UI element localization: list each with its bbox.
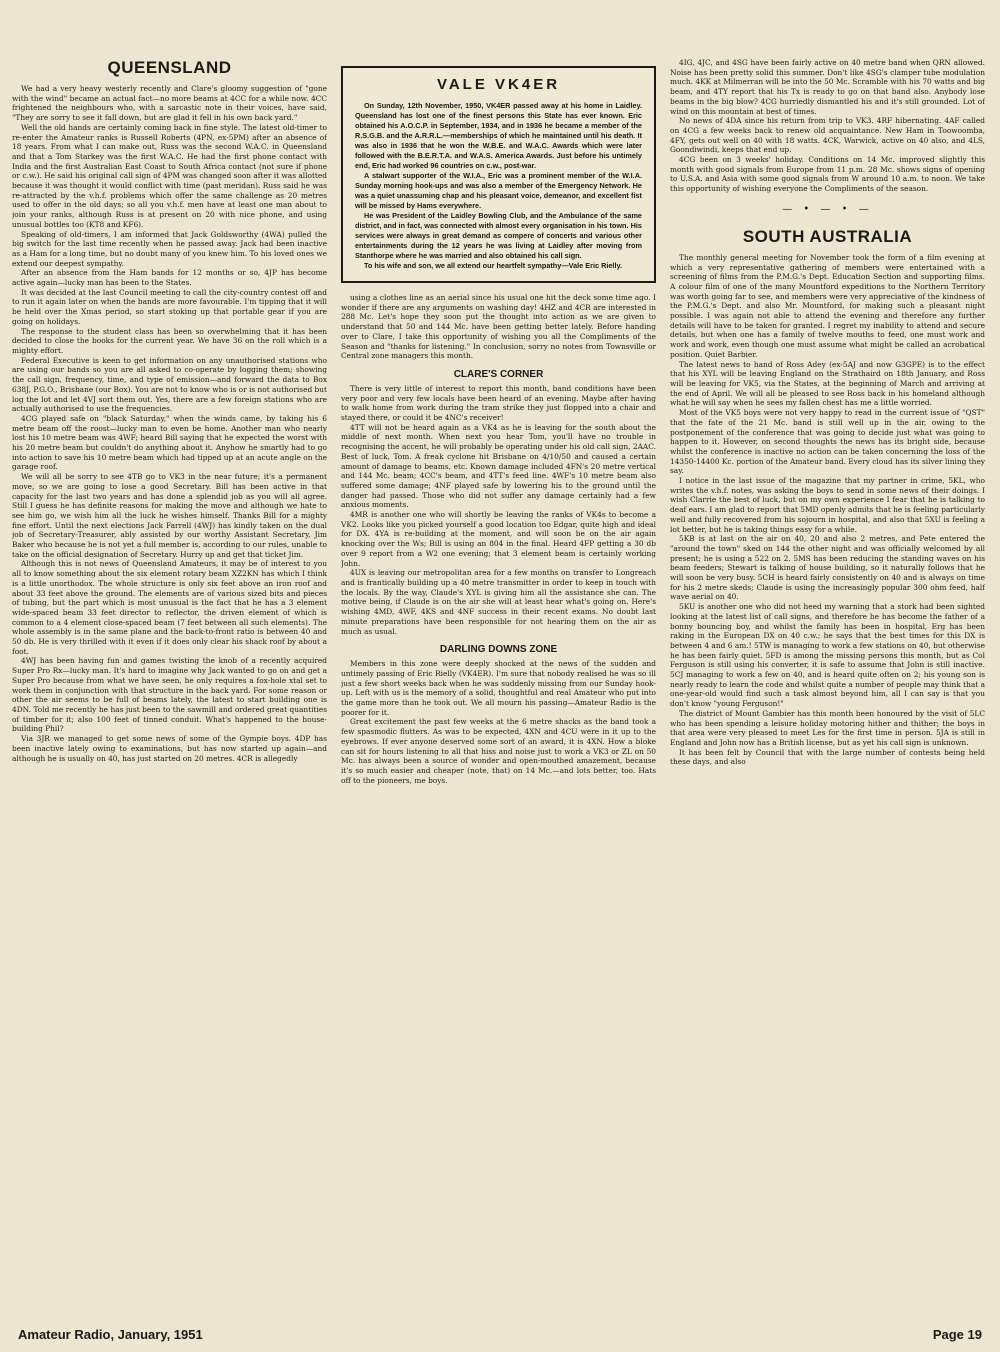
- paragraph: using a clothes line as an aerial since his usual one hit the deck some time ago. I wonder if there are any arguments on washing day! 4HZ and 4CR are interested in 288 Mc. Let's hope they soon put the thought into action as we are given to understand that 50 and 144 Mc. have been getting better lately. Before handing over to Clare, I take this opportunity of wishing you all the Compliments of the Season and "thanks for listening." In conclusion, sorry no notes from Townsville or Central zone managers this month.: [341, 293, 656, 361]
- paragraph: A stalwart supporter of the W.I.A., Eric was a prominent member of the W.I.A. Sunday morning hook-ups and was also a member of the Emergency Network. He was a quiet unassuming chap and his pleasant voice, demeanor, and excellent fist will be missed by Hams everywhere.: [355, 171, 642, 210]
- queensland-continued: [341, 293, 656, 361]
- paragraph: The district of Mount Gambier has this month been honoured by the visit of 5LC who has been spending a leisure holiday motoring hither and thither; the boys in that area were very pleased to meet Les for the first time in person. 5JA is still in England and John now has a British license, but as yet his call sign is unknown.: [670, 708, 985, 747]
- footer-publication: Amateur Radio, January, 1951: [18, 1327, 203, 1342]
- vale-body: [355, 101, 642, 271]
- clares-corner-body: [341, 384, 656, 636]
- section-heading-darling-downs: DARLING DOWNS ZONE: [439, 644, 558, 656]
- paragraph: After an absence from the Ham bands for 12 months or so, 4JP has become active again—lucky man has been to the States.: [12, 268, 327, 288]
- south-australia-body: [670, 253, 985, 767]
- darling-downs-body: [341, 659, 656, 785]
- paragraph: 4CG played safe on "black Saturday," when the winds came, by taking his 6 metre beam off the roost—lucky man to even be home. Another man who nearly lost his 10 metre beam was 4WF; heard Bill saying that he expected the worst with his 20 metre beam but couldn't do anything about it. Anyhow he smartly had to go into action to save his 10 metre beam which had tipped up at an acute angle on the garage roof.: [12, 413, 327, 472]
- paragraph: Via 3JR we managed to get some news of some of the Gympie boys. 4DP has been inactive lately owing to examinations, but has now started up again—and although he is usually on 40, has just started on 20 metres. 4CR is allegedly: [12, 734, 327, 763]
- paragraph: Well the old hands are certainly coming back in fine style. The latest old-timer to re-enter the Amateur ranks is Russell Roberts (4PN, ex-5PM) after an absence of 18 years. From what I can make out, Russ was the second W.A.C. in Queensland and that a Tom Starkey was the first W.A.C. He had the first phone contact with India and the first Australian East Coast to South Africa contact (not sure if phone or c.w.). He said his original call sign of 4PM was changed soon after it was allotted because it was thought it would conflict with time (past meridan). Russ said he was re-attracted by the v.h.f. problems which offer the same challenge as 20 metres used to offer in the old days; so all you v.h.f. men have at least one man about to join your ranks, although Russ is at present on 20 with nice phone, and using unusual bottles too (KT8 and KF6).: [12, 122, 327, 229]
- paragraph: 4WJ has been having fun and games twisting the knob of a recently acquired Super Pro Rx—lucky man. It's hard to imagine why Jack wanted to go on and get a Super Pro because from what we have seen, he only requires a fox-hole xtal set to work them in conjunction with that structure in the back yard. For some reason or other the air seems to be full of beams lately, the latest to start building one is 4DN. Told me recently he has just been to the sawmill and ordered great quantities of timber for it; also 100 feet of tinned conduit. What's happened to the house-building Phil?: [12, 656, 327, 734]
- paragraph: 5KU is another one who did not heed my warning that a stork had been sighted looking at the latest list of call signs, and therefore he has become the father of a bonny bouncing boy, and whilst the family has been in hospital, Erg has been raking in the European DX on 40 c.w.; he says that the best times for this DX is between 4 and 6 am.! 5TW is managing to work a few stations on 40, but otherwise he has been fairly quiet. 5FD is among the missing persons this month, but as Col Ferguson is still using his converter, it is safe to assume that John is still inactive. 5CJ managing to work a few on 40, and is heard quite often on 2; his young son is nearly ready to learn the code and whilst quite a number of people may think that a one-year-old would find such a task almost beyond him, all I can say is that you don't know "young Ferguson!": [670, 602, 985, 709]
- paragraph: The response to the student class has been so overwhelming that it has been decided to close the books for the current year. We have 36 on the roll which is a mighty effort.: [12, 326, 327, 355]
- paragraph: On Sunday, 12th November, 1950, VK4ER passed away at his home in Laidley. Queensland has lost one of the finest persons this State has ever known. Eric obtained his A.O.C.P. in September, 1934, and in 1936 he became a member of the R.S.G.B. and the A.R.R.L.—memberships of which he maintained until his death. It was also in 1936 that he won the W.B.E. and W.A.C. Awards which were later followed with the B.E.R.T.A. and W.A.S. America Awards. Just before his untimely end, Eric had worked 96 countries on c.w., post-war.: [355, 101, 642, 170]
- paragraph: It was decided at the last Council meeting to call the city-country contest off and to run it again later on when the bands are more favourable. I'm tipping that it will be held over the Xmas period, so start stoking up that portable gear if you are going on holidays.: [12, 287, 327, 326]
- paragraph: 4CG been on 3 weeks' holiday. Conditions on 14 Mc. improved slightly this month with good signals from Europe from 11 p.m. 28 Mc. shows signs of opening to U.S.A. and Asia with some good signals from W around 10 a.m. to noon. We take this opportunity of wishing everyone the Compliments of the season.: [670, 155, 985, 194]
- paragraph: 4TT will not be heard again as a VK4 as he is leaving for the south about the middle of next month. When next you hear Tom, you'll have no trouble in recognising the accent, he will probably be operating under his old call sign, 2AAC. Best of luck, Tom. A freak cyclone hit Brisbane on 4/10/50 and caused a certain amount of damage to beams, etc. Known damage included 4FN's 20 metre vertical and 144 Mc. beam; 4CC's beam, and 4TT's feed line. 4WF's 10 metre beam also suffered some damage; 4NF played safe by lowering his to the ground until the danger had passed. Those who did not suffer any damage certainly had a few anxious moments.: [341, 422, 656, 510]
- paragraph: The monthly general meeting for November took the form of a film evening at which a very representative gathering of members were entertained with a screening of films from the P.M.G.'s Dept. Education Section and supporting films. A colour film of one of the many Mountford expeditions to the Northern Territory was worth going far to see, and members were very appreciative of the kindness of the P.M.G.'s Dept. and also Mr. Mountford, for making such a pleasant night possible. I was again not able to attend the evening and therefore any further details will have to be taken for granted. I regret my inability to attend and secure details, but when one has a family of twelve mouths to feed, one must work and work and work, even though one must assume what might be called an acrobatical position. Quiet Barbier.: [670, 252, 985, 359]
- paragraph: Federal Executive is keen to get information on any unauthorised stations who are using our bands so you are all asked to co-operate by logging them; showing the call sign, frequency, time, and type of emission—and forward the data to Box 638J, P.G.O., Brisbane (our Box). You are not to know who is or is not authorised but log the lot and let 4VJ sort them out. Yes, there are a few foreign stations who are actually authorised to use the frequencies.: [12, 355, 327, 414]
- column-1: [12, 58, 327, 1313]
- section-heading-south-australia: SOUTH AUSTRALIA: [742, 226, 913, 246]
- paragraph: It has been felt by Council that with the large number of contests being held these days, and also: [670, 747, 985, 767]
- paragraph: We will all be sorry to see 4TB go to VK3 in the near future; it's a permanent move, so we are going to lose a good Secretary. Bill has been active in that capacity for the last two years and has done a splendid job as you will all agree. Still I guess he has definite reasons for making the move and although we hate to see him go, we wish him all the luck he wishes himself. Thanks Bill for a mighty fine effort. Until the next elections Jack Farrell (4WJ) has kindly taken on the dual job of Secretary-Treasurer, ably assisted by our worthy Assistant Secretary, Jim Baker who because he is not yet a full member is, according to our rules, unable to take on the official designation of Secretary. Hurry up and get that ticket Jim.: [12, 472, 327, 559]
- darling-downs-continued: [670, 58, 985, 194]
- paragraph: 4IG, 4JC, and 4SG have been fairly active on 40 metre band when QRN allowed. Noise has been pretty solid this summer. Don't like 4SG's clamper tube modulation much. 4KK at Milmerran will be into the 50 Mc. Scramble with his 70 watts and big beam, and 4TY report that his Tx is ready to go on that band also. Anybody lose beams in the big blow? 4CG hurriedly dismantled his and it's still grounded. Lot of wind on this mountain at best of times.: [670, 58, 985, 116]
- page-footer: [18, 1327, 982, 1342]
- section-heading-queensland: QUEENSLAND: [107, 58, 232, 77]
- section-heading-clares-corner: CLARE'S CORNER: [453, 368, 544, 380]
- paragraph: There is very little of interest to report this month, band conditions have been very poor and very few locals have been heard of an evening. Maybe after having to walk home from work during the tram strike they just flopped into a chair and stayed there, or could it be 4NC's receiver!: [341, 383, 656, 423]
- paragraph: 4UX is leaving our metropolitan area for a few months on transfer to Longreach and is frantically building up a 40 metre transmitter in order to keep in touch with the locals. By the way, Claude's XYL is giving him all the assistance she can. The motive being, if Claude is on the air she will at least hear what's going on. Here's wishing 4MD, 4WF, 4KS and 4NF success in their recent exams. No doubt last minute preparations have been responsible for not hearing them on the air as much as usual.: [341, 568, 656, 636]
- paragraph: Speaking of old-timers, I am informed that Jack Goldsworthy (4WA) pulled the big switch for the last time recently when he passed away. Jack had been inactive as a Ham for a long time, but no doubt many of you knew him. To his loved ones we extend our deepest sympathy.: [12, 229, 327, 268]
- vale-vk4er-box: [341, 66, 656, 283]
- column-2: [341, 58, 656, 1313]
- queensland-body: [12, 84, 327, 763]
- column-3: [670, 58, 985, 1313]
- paragraph: The latest news to hand of Ross Adey (ex-5AJ and now G3GPE) is to the effect that his XYL will be leaving England on the Strathaird on 18th January, and Ross will be leaving for VK5, via the States, at the beginning of March and arriving at the end of April. We will all be pleased to see Ross back in his homeland although what he will say when he sees my fallen chest has me a little worried.: [670, 359, 985, 408]
- paragraph: Most of the VK5 boys were not very happy to read in the current issue of "QST" that the fate of the 21 Mc. band is still well up in the air, owing to the postponement of the conference that was going to decide just what was going to happen to it. However, on second thoughts the news has its bright side, because whilst the conference is inactive no action can be taken concerning the loss of the 14350-14400 Kc. portion of the Amateur band. Every cloud has its silver lining they say.: [670, 408, 985, 476]
- paragraph: Although this is not news of Queensland Amateurs, it may be of interest to you all to know something about the six element rotary beam XZ2KN has which I think is a little unorthodox. The whole structure is only six feet above an iron roof and about 33 feet above the ground. The elements are of various sized bits and pieces of tubing, but the part which is most unusual is the fact that he has a 3 element wide-spaced beam 33 feet director to reflector, the driven element of which is common to a 4 element close-spaced beam (7 feet between all such elements). The whole assembly is in the same plane and the back-to-front ratio is between 40 and 50 db. He is very thrilled with it even if it does only clear his shack roof by about a foot.: [12, 559, 327, 656]
- columns: [12, 58, 988, 1313]
- paragraph: Great excitement the past few weeks at the 6 metre shacks as the band took a few spasmodic flutters. As was to be expected, 4XN and 4CU were in it up to the eyebrows. If ever anyone deserved some sort of an award, it is 4XN. How a bloke can sit for hours listening to all that hiss and noise just to work a VK3 or ZL on 50 Mc. has always been a source of wonder and open-mouthed amazement, because it's so much easier and cheaper (note, that) on 14 Mc.—and lots better, too. Hats off to the pioneers, me boys.: [341, 717, 656, 785]
- paragraph: 4MR is another one who will shortly be leaving the ranks of VK4s to become a VK2. Looks like you picked yourself a good location too Edgar, quite high and ideal for DX. 4YA is re-building at the moment, and will soon be on the air again knocking over the Ws; Bill is using an 804 in the final. Heard 4FP getting a 30 db over 9 report from a W2 one evening; that 3 element beam is certainly working John.: [341, 510, 656, 568]
- paragraph: No news of 4DA since his return from trip to VK3. 4RF hibernating. 4AF called on 4CG a few weeks back to renew old acquaintance. New Ham in Toowoomba, 4FY, gets out well on 40 with 18 watts. 4CK, Warwick, active on 40 also, and 4LS, Goondiwindi, keeps that end up.: [670, 116, 985, 155]
- footer-page-number: Page 19: [932, 1327, 982, 1342]
- paragraph: To his wife and son, we all extend our heartfelt sympathy—Vale Eric Rielly.: [364, 261, 623, 270]
- vale-heading: VALE VK4ER: [436, 76, 561, 93]
- paragraph: 5KB is at last on the air on 40, 20 and also 2 metres, and Pete entered the "around the town" sked on 144 the other night and was officially welcomed by all present; he is using a 522 on 2. 5MS has been reducing the standing waves on his beam feeders; Stewart is talking of house building, so it naturally follows that he will soon be very busy. 5CH is heard fairly consistently on 40 and is always on time for his 2 metre skeds; Claude is using the increasingly popular 300 ohm feed, half wave aerial on 40.: [670, 534, 985, 602]
- paragraph: He was President of the Laidley Bowling Club, and the Ambulance of the same district, and in fact, was connected with almost every organisation in his town. His services were always in great demand as compere of concerts and various other entertainments during the 12 years he was living at Laidley after moving from Stanthorpe where he was married and also obtained his call sign.: [355, 211, 642, 260]
- section-divider: — • — • —: [782, 203, 873, 215]
- paragraph: I notice in the last issue of the magazine that my partner in crime, 5KL, who writes the v.h.f. notes, was asking the boys to send in some news of their doings. I wish Clarrie the best of luck, but on my own experience I fear that he is talking to deaf ears. I am glad to report that 5MD openly admits that he is feeling particularly well and fully recovered from his sojourn in hospital, and also that 5XU is feeling a lot better, but he is taking things easy for a while.: [670, 476, 985, 534]
- paragraph: We had a very heavy westerly recently and Clare's gloomy suggestion of "gone with the wind" became an actual fact—no more beams at 4CC for a while now. 4CC frightened the neighbours who, with a sarcastic note in their voices, have said, "They are sorry to see it fall down, but are glad it fell in his own back yard.": [12, 84, 327, 123]
- paragraph: Members in this zone were deeply shocked at the news of the sudden and untimely passing of Eric Rielly (VK4ER). I'm sure that nobody realised he was so ill just a few short weeks back when he was suddenly missing from our Sunday hook-up. Left with us is the memory of a solid, thoughtful and real Amateur who put into the game more than he took out. We all mourn his passing—Amateur Radio is the poorer for it.: [341, 659, 656, 717]
